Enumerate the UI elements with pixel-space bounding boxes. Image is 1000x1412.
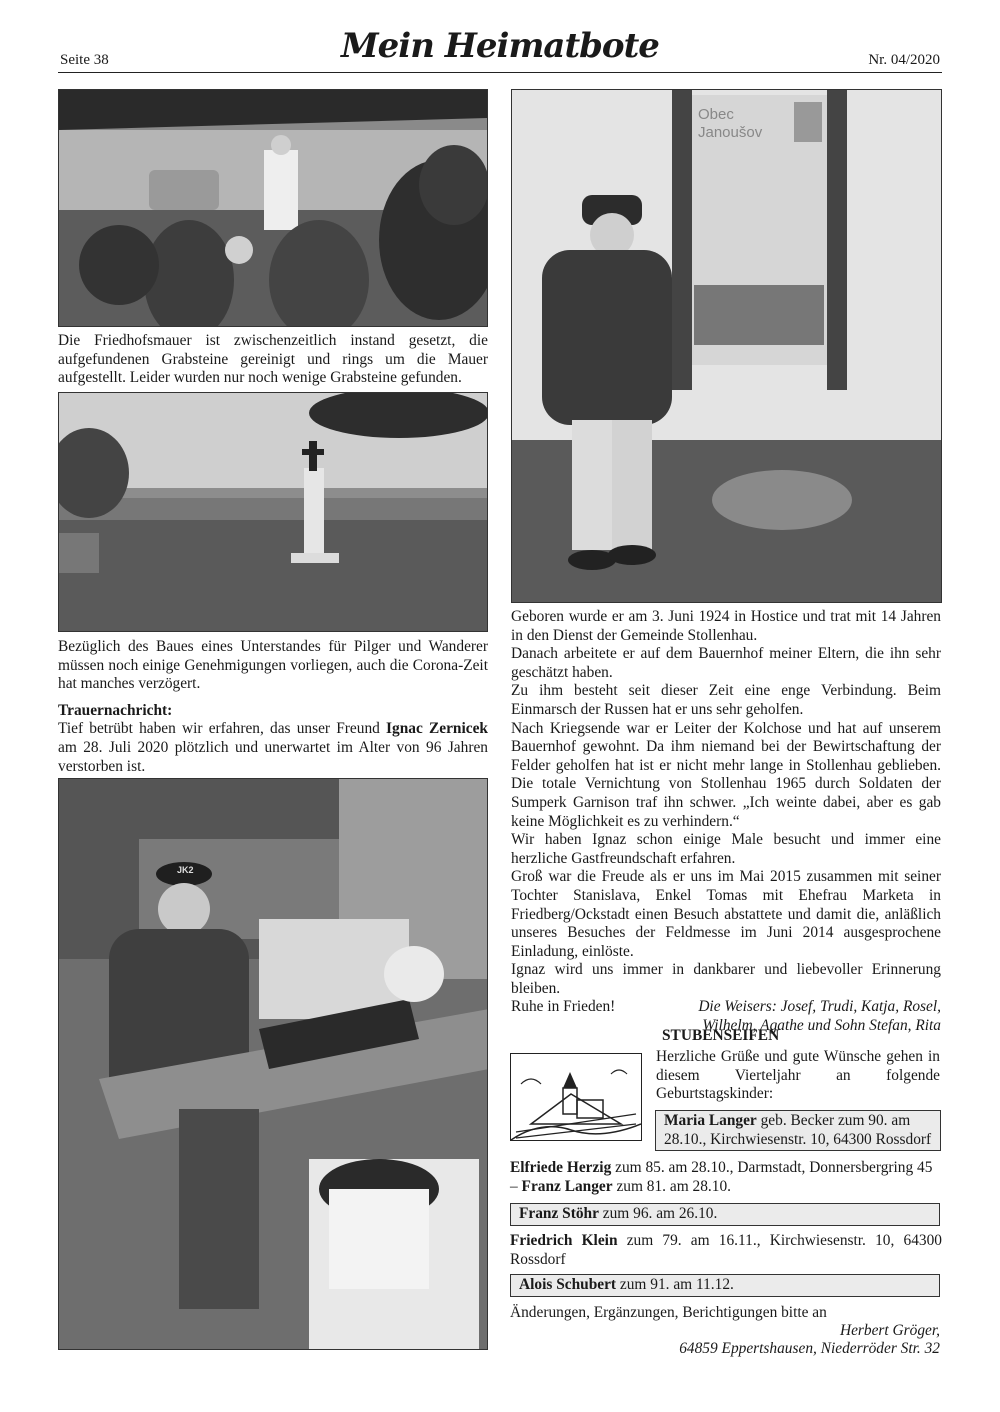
page-number: Seite 38 [60,52,109,68]
caption-shelter: Bezüglich des Baues eines Unterstandes für Pilger und Wanderer müssen noch einige Genehmigungen vorliegen, auch die Corona-Zeit hat manches verzögert. [58,638,488,693]
masthead-logo: Mein Heimatbote [341,26,659,66]
obituary-heading: Trauernachricht: [58,701,173,719]
birthday-intro: Herzliche Grüße und gute Wünsche gehen in diesem Vierteljahr an folgende Geburtstagskinder: [656,1048,940,1103]
signature-line-2: Wilhelm, Agathe und Sohn Stefan, Rita [702,1017,941,1035]
article-para-5: Wir haben Ignaz schon einige Male besucht und immer eine herzliche Gastfreundschaft erfahren. [511,831,941,867]
article-para-1: Geboren wurde er am 3. Juni 1924 in Hostice und trat mit 14 Jahren in den Dienst der Gemeinde Stollenhau. [511,608,941,644]
signature-line-1: Die Weisers: Josef, Trudi, Katja, Rosel, [698,998,941,1016]
birthday-entry-friedrich-klein: Friedrich Klein zum 79. am 16.11., Kirchwiesenstr. 10, 64300 Rossdorf [510,1232,942,1268]
photo-man-with-berries [58,778,488,1350]
birthday-entry-maria-langer: Maria Langer geb. Becker zum 90. am 28.10., Kirchwiesenstr. 10, 64300 Rossdorf [655,1110,941,1151]
caption-cemetery-wall: Die Friedhofsmauer ist zwischenzeitlich instand gesetzt, die aufgefundenen Grabsteine gereinigt und rings um die Mauer aufgestellt. Leider wurden nur noch wenige Grabsteine gefunden. [58,332,488,387]
article-para-4: Nach Kriegsende war er Leiter der Kolchose und hat auf unserem Bauernhof gewohnt. Da ihm niemand bei der Bewirtschaftung der Felder geholfen hat ist er nicht mehr lange in Stollenhau geblieben. Die totale Vernichtung von Stollenhau 1965 durch Soldaten der Sumperk Garnison traf ihn schwer. „Ich weinte dabei, aber es gab keine Möglichkeit es zu verhindern.“ [511,719,941,830]
photo-man-at-sign [511,89,942,603]
obituary-text: Tief betrübt haben wir erfahren, das unser Freund Ignac Zernicek am 28. Juli 2020 plötzlich und unerwartet im Alter von 96 Jahren verstorben ist. [58,720,488,775]
sign-text-obec: Obec [698,106,734,123]
cap-logo-text: JK2 [177,865,194,875]
birthday-entry-herzig-langer: Elfriede Herzig zum 85. am 28.10., Darmstadt, Donnersbergring 45 – Franz Langer zum 81. am 28.10. [510,1159,933,1195]
photo-outdoor-mass [58,89,488,327]
header-rule [58,72,942,73]
issue-number: Nr. 04/2020 [868,52,940,68]
contact-name: Herbert Gröger, [839,1322,940,1339]
village-illustration [510,1053,642,1141]
article-para-7: Ignaz wird uns immer in dankbarer und liebevoller Erinnerung bleiben. [511,961,941,997]
birthday-entry-franz-stoehr: Franz Stöhr zum 96. am 26.10. [510,1203,940,1226]
article-para-2: Danach arbeitete er auf dem Bauernhof meiner Eltern, die ihn sehr geschätzt haben. [511,645,941,681]
article-para-3: Zu ihm besteht seit dieser Zeit eine enge Verbindung. Beim Einmarsch der Russen hat er uns sehr geholfen. [511,682,941,718]
section-title-stubenseifen: STUBENSEIFEN [662,1027,780,1044]
photo-cemetery-cross [58,392,488,632]
rest-in-peace: Ruhe in Frieden! [511,998,616,1016]
article-para-6: Groß war die Freude als er uns im Mai 2015 zusammen mit seiner Tochter Stanislava, Enkel Tomas mit Ehefrau Marketa in Friedberg/Ockstadt einen Besuch abstattete und damit die, anläßlich unseres Besuches der Feldmesse im Juni 2014 ausgesprochene Einladung, einlöste. [511,868,941,960]
birthday-entry-alois-schubert: Alois Schubert zum 91. am 11.12. [510,1274,940,1297]
sign-text-janousov: Janoušov [698,124,763,141]
contact-address: 64859 Eppertshausen, Niederröder Str. 32 [679,1340,940,1357]
changes-note: Änderungen, Ergänzungen, Berichtigungen bitte an [510,1304,827,1321]
